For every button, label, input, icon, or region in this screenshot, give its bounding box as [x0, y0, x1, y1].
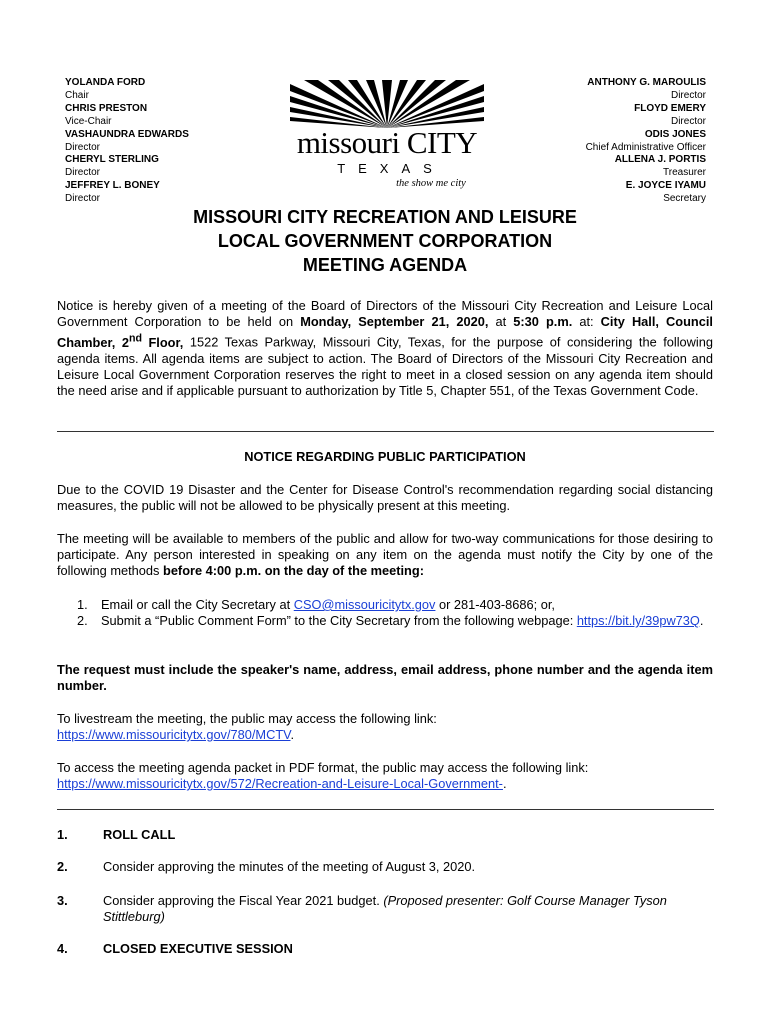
agenda-item-text: CLOSED EXECUTIVE SESSION	[103, 941, 293, 956]
covid-notice-paragraph: Due to the COVID 19 Disaster and the Center for Disease Control's recommendation regarding social distancing measures, the public will not be allowed to be physically present at this meeting.	[57, 482, 713, 514]
meeting-location-part: Floor,	[141, 334, 184, 350]
official-name: CHRIS PRESTON	[65, 102, 148, 114]
official-role: Chair	[65, 89, 89, 101]
period: .	[502, 776, 507, 792]
official-role: Director	[670, 115, 706, 127]
official-name: E. JOYCE IYAMU	[625, 180, 706, 192]
official-name: VASHAUNDRA EDWARDS	[65, 128, 189, 140]
method-text: .	[699, 613, 704, 629]
official-name: CHERYL STERLING	[65, 154, 159, 166]
notice-text: at	[488, 314, 514, 330]
official-role: Director	[65, 193, 101, 205]
period: .	[290, 727, 295, 743]
ordinal-suffix: nd	[128, 332, 142, 345]
public-participation-heading: NOTICE REGARDING PUBLIC PARTICIPATION	[244, 449, 526, 464]
official-name: JEFFREY L. BONEY	[65, 180, 160, 192]
participation-deadline: before 4:00 p.m. on the day of the meeting:	[163, 563, 424, 579]
section-divider	[57, 809, 714, 810]
missouri-city-logo	[284, 80, 490, 200]
method-text: or 281-403-8686; or,	[435, 597, 555, 612]
notice-text: Notice is hereby given of a meeting of the Board of Directors of the Missouri City Recreation and Leisure Local Government Corporation to be held on	[57, 298, 713, 330]
title-line: MEETING AGENDA	[302, 255, 468, 275]
title-line: MISSOURI CITY RECREATION AND LEISURE	[193, 207, 577, 227]
list-number: 2.	[77, 613, 88, 629]
list-number: 1.	[77, 597, 88, 612]
request-requirements: The request must include the speaker's name, address, email address, phone number and the agenda item number.	[57, 662, 713, 694]
contact-methods-list	[57, 597, 713, 629]
agenda-item-text: ROLL CALL	[103, 827, 176, 842]
livestream-link[interactable]: https://www.missouricitytx.gov/780/MCTV	[57, 727, 291, 743]
contact-method-item	[57, 597, 713, 613]
official-name: ANTHONY G. MAROULIS	[587, 77, 706, 88]
document-title	[0, 205, 770, 277]
agenda-item-main-text: Consider approving the Fiscal Year 2021 budget.	[103, 893, 384, 908]
method-text: Submit a “Public Comment Form” to the City Secretary from the following webpage:	[101, 613, 577, 629]
agenda-item-number: 1.	[57, 827, 68, 842]
method-text: Email or call the City Secretary at	[101, 597, 294, 612]
meeting-location-part: City Hall, Council Chamber, 2	[57, 314, 713, 350]
section-divider	[57, 431, 714, 432]
meeting-date: Monday, September 21, 2020,	[300, 314, 489, 330]
sunburst-icon	[284, 80, 490, 130]
title-line: LOCAL GOVERNMENT CORPORATION	[217, 231, 553, 251]
agenda-item-text: Consider approving the minutes of the meeting of August 3, 2020.	[103, 859, 476, 874]
livestream-paragraph	[57, 711, 713, 743]
official-name: ODIS JONES	[644, 128, 706, 140]
livestream-text: To livestream the meeting, the public may access the following link:	[57, 711, 437, 726]
presenter-note: (Proposed presenter: Golf Course Manager Tyson Stittleburg)	[103, 893, 667, 925]
right-officials-list	[586, 77, 706, 206]
official-name: FLOYD EMERY	[634, 102, 706, 114]
agenda-packet-paragraph	[57, 760, 713, 792]
packet-text: To access the meeting agenda packet in PDF format, the public may access the following link:	[57, 760, 589, 775]
left-officials-list	[65, 77, 189, 206]
contact-method-item	[57, 613, 713, 629]
city-secretary-email-link[interactable]: CSO@missouricitytx.gov	[293, 597, 436, 612]
official-name: YOLANDA FORD	[65, 77, 146, 88]
participation-paragraph	[57, 531, 713, 580]
notice-text: 1522 Texas Parkway, Missouri City, Texas, for the purpose of considering the following agenda items. All agenda items are subject to action. The Board of Directors of the Missouri City Recreation and Leisure Local Government Corporation reserves the right to meet in a closed session on any agenda item should the need arise and if applicable pursuant to authorization by Title 5, Chapter 551, of the Texas Government Code.	[57, 334, 713, 399]
meeting-notice-paragraph	[57, 298, 713, 399]
official-role: Vice-Chair	[65, 115, 112, 127]
official-role: Director	[65, 141, 101, 153]
logo-city-name: missouri CITY	[296, 125, 478, 160]
agenda-item-number: 2.	[57, 859, 68, 874]
logo-tagline: the show me city	[396, 178, 466, 189]
public-comment-form-link[interactable]: https://bit.ly/39pw73Q	[576, 613, 700, 629]
agenda-item-text	[103, 893, 713, 925]
agenda-packet-link[interactable]: https://www.missouricitytx.gov/572/Recreation-and-Leisure-Local-Government-	[57, 776, 503, 792]
official-name: ALLENA J. PORTIS	[614, 154, 706, 166]
official-role: Chief Administrative Officer	[585, 141, 706, 153]
agenda-item-number: 4.	[57, 941, 68, 956]
logo-state-name: TEXAS	[337, 161, 445, 176]
meeting-time: 5:30 p.m.	[513, 314, 573, 330]
notice-text: at:	[572, 314, 601, 330]
agenda-item-number: 3.	[57, 893, 68, 908]
official-role: Director	[65, 167, 101, 179]
official-role: Director	[670, 89, 706, 101]
participation-text: The meeting will be available to members of the public and allow for two-way communications for those desiring to participate. Any person interested in speaking on any item on the agenda must notify the City by one of the following methods	[57, 531, 713, 579]
official-role: Treasurer	[663, 167, 706, 179]
official-role: Secretary	[663, 193, 706, 205]
